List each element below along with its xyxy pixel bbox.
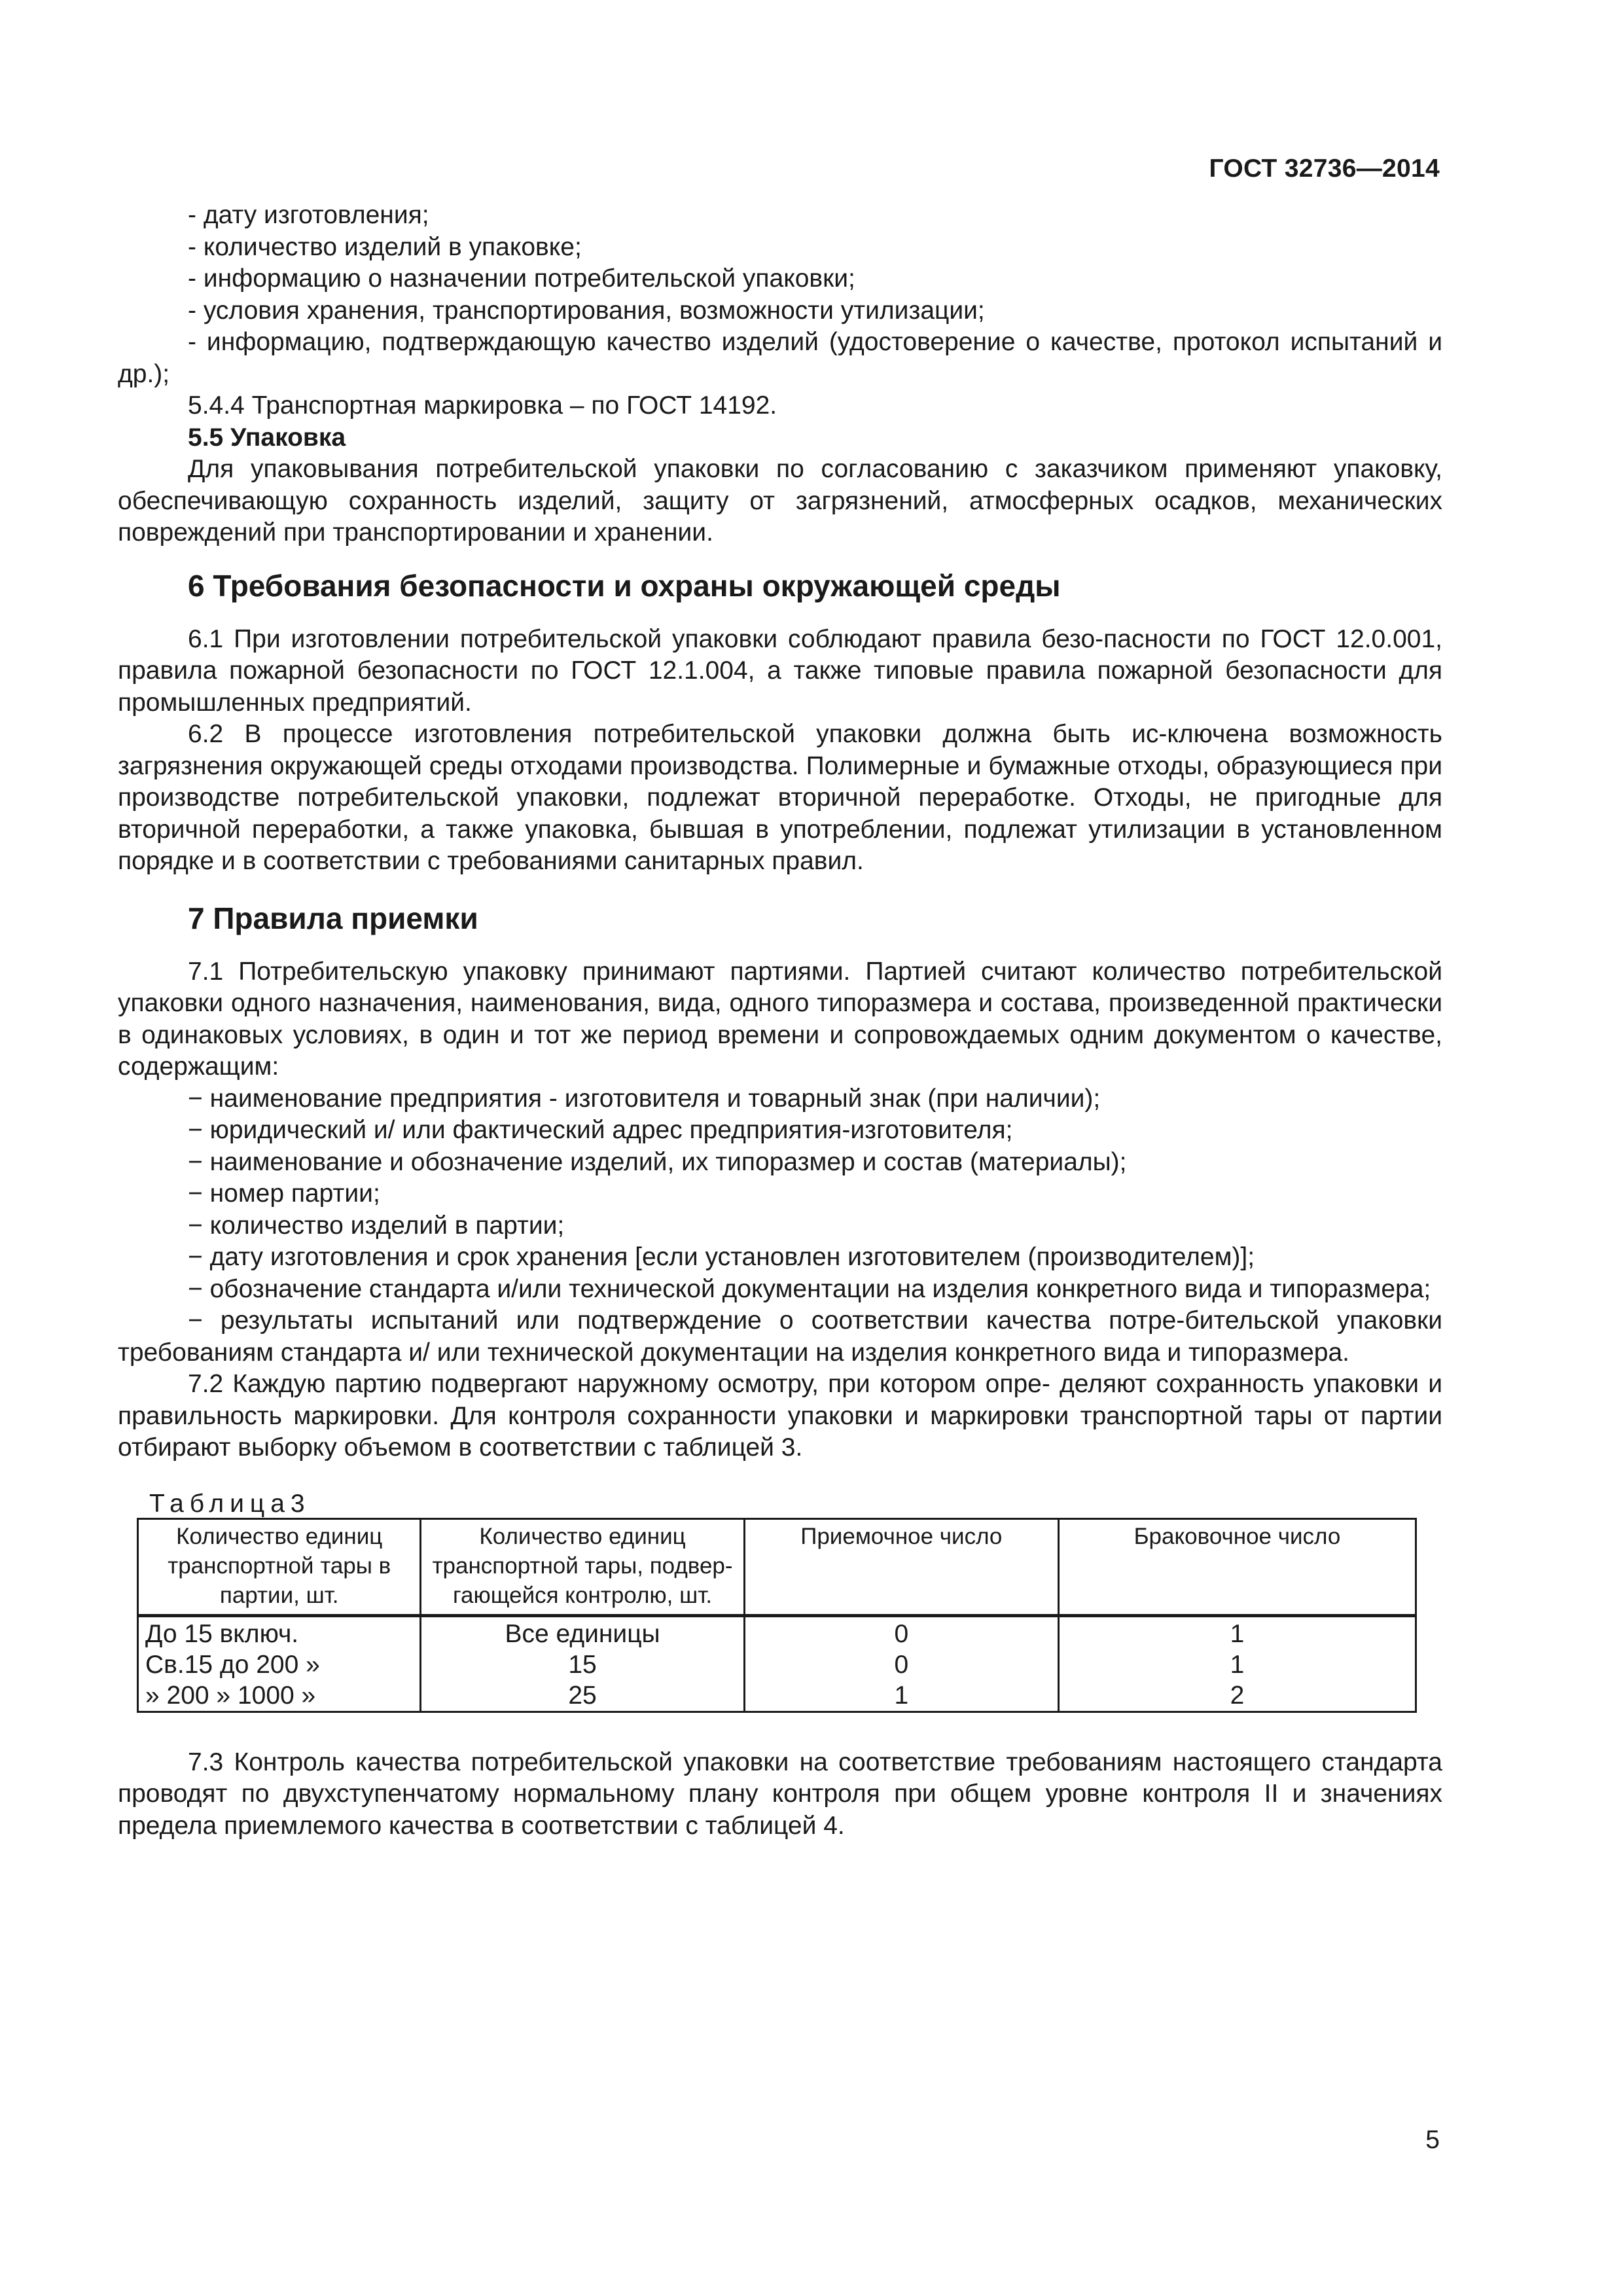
- table-header-row: [138, 1518, 1416, 1615]
- table-cell: 2: [1058, 1680, 1416, 1712]
- clause-5-5-text: Для упаковывания потребительской упаковки по согласованию с заказчиком применяют упаковку, обеспечивающую сохранность изделий, защиту от загрязнений, атмосферных осадков, механических повреждений при транспортировании и хранении.: [118, 455, 1442, 547]
- dash-item: − дату изготовления и срок хранения [если установлен изготовителем (производителем)];: [188, 1243, 1255, 1271]
- clause-6-1: 6.1 При изготовлении потребительской упаковки соблюдают правила безо-пасности по ГОСТ 12.0.001, правила пожарной безопасности по ГОСТ 12.1.004, а также типовые правила пожарной безопасности для промышленных предприятий.: [118, 624, 1442, 717]
- table-row: [138, 1649, 1416, 1680]
- table-row: [138, 1680, 1416, 1712]
- dash-item: − количество изделий в партии;: [188, 1211, 565, 1240]
- table-cell: 1: [1058, 1615, 1416, 1649]
- list-item: - информацию о назначении потребительской упаковки;: [188, 264, 855, 293]
- list-item: - информацию, подтверждающую качество изделий (удостоверение о качестве, протокол испытаний и др.);: [118, 328, 1442, 388]
- dash-item: − результаты испытаний или подтверждение о соответствии качества потре-бительской упаковки требованиям стандарта и/ или технической документации на изделия конкретного вида и типоразмера.: [118, 1306, 1442, 1367]
- document-header: ГОСТ 32736—2014: [1209, 154, 1440, 183]
- section-7-title: 7 Правила приемки: [188, 901, 478, 935]
- dash-item: − номер партии;: [188, 1179, 380, 1208]
- table-cell: 0: [744, 1615, 1058, 1649]
- table-cell: 15: [421, 1649, 744, 1680]
- table-3: [137, 1518, 1417, 1713]
- page-number: 5: [1425, 2126, 1440, 2154]
- clause-7-3: 7.3 Контроль качества потребительской упаковки на соответствие требованиям настоящего стандарта проводят по двухступенчатому нормальному плану контроля при общем уровне контроля II и значениях предела приемлемого качества в соответствии с таблицей 4.: [118, 1748, 1442, 1840]
- list-item: - дату изготовления;: [188, 201, 429, 229]
- list-item: - условия хранения, транспортирования, возможности утилизации;: [188, 296, 985, 325]
- dash-item: − обозначение стандарта и/или технической документации на изделия конкретного вида и типоразмера;: [188, 1274, 1431, 1303]
- dash-item: − наименование и обозначение изделий, их типоразмер и состав (материалы);: [188, 1147, 1127, 1176]
- table-cell: » 200 » 1000 »: [138, 1680, 421, 1712]
- table-cell: До 15 включ.: [138, 1615, 421, 1649]
- clause-7-2: 7.2 Каждую партию подвергают наружному осмотру, при котором опре- деляют сохранность упаковки и правильность маркировки. Для контроля сохранности упаковки и маркировки транспортной тары от партии отбирают выборку объемом в соответствии с таблицей 3.: [118, 1370, 1442, 1462]
- clause-6-2: 6.2 В процессе изготовления потребительской упаковки должна быть ис-ключена возможность загрязнения окружающей среды отходами производства. Полимерные и бумажные отходы, образующиеся при производстве потребительской упаковки, подлежат вторичной переработке. Отходы, не пригодные для вторичной переработки, а также упаковка, бывшая в употреблении, подлежат утилизации в установленном порядке и в соответствии с требованиями санитарных правил.: [118, 720, 1442, 875]
- table-header-cell: Браковочное число: [1058, 1518, 1416, 1615]
- table-header-cell: Приемочное число: [744, 1518, 1058, 1615]
- table-row: [138, 1615, 1416, 1649]
- table-caption: Таблица3: [149, 1489, 311, 1518]
- clause-7-1: 7.1 Потребительскую упаковку принимают партиями. Партией считают количество потребительской упаковки одного назначения, наименования, вида, одного типоразмера и состава, произведенной практически в одинаковых условиях, в один и тот же период времени и сопровождаемых одним документом о качестве, содержащим:: [118, 957, 1442, 1081]
- clause-5-4-4: 5.4.4 Транспортная маркировка – по ГОСТ 14192.: [188, 391, 777, 420]
- table-cell: 0: [744, 1649, 1058, 1680]
- table-header-cell: Количество единиц транспортной тары в партии, шт.: [138, 1518, 421, 1615]
- table-cell: 1: [744, 1680, 1058, 1712]
- list-item: - количество изделий в упаковке;: [188, 232, 582, 261]
- section-6-title: 6 Требования безопасности и охраны окружающей среды: [188, 568, 1061, 603]
- page-content: [118, 200, 1442, 1842]
- dash-item: − наименование предприятия - изготовителя и товарный знак (при наличии);: [188, 1084, 1101, 1113]
- table-cell: 1: [1058, 1649, 1416, 1680]
- table-cell: Все единицы: [421, 1615, 744, 1649]
- table-cell: 25: [421, 1680, 744, 1712]
- subsection-heading-5-5: 5.5 Упаковка: [188, 423, 346, 452]
- table-header-cell: Количество единиц транспортной тары, подвер-гающейся контролю, шт.: [421, 1518, 744, 1615]
- dash-item: − юридический и/ или фактический адрес предприятия-изготовителя;: [188, 1116, 1013, 1144]
- table-cell: Св.15 до 200 »: [138, 1649, 421, 1680]
